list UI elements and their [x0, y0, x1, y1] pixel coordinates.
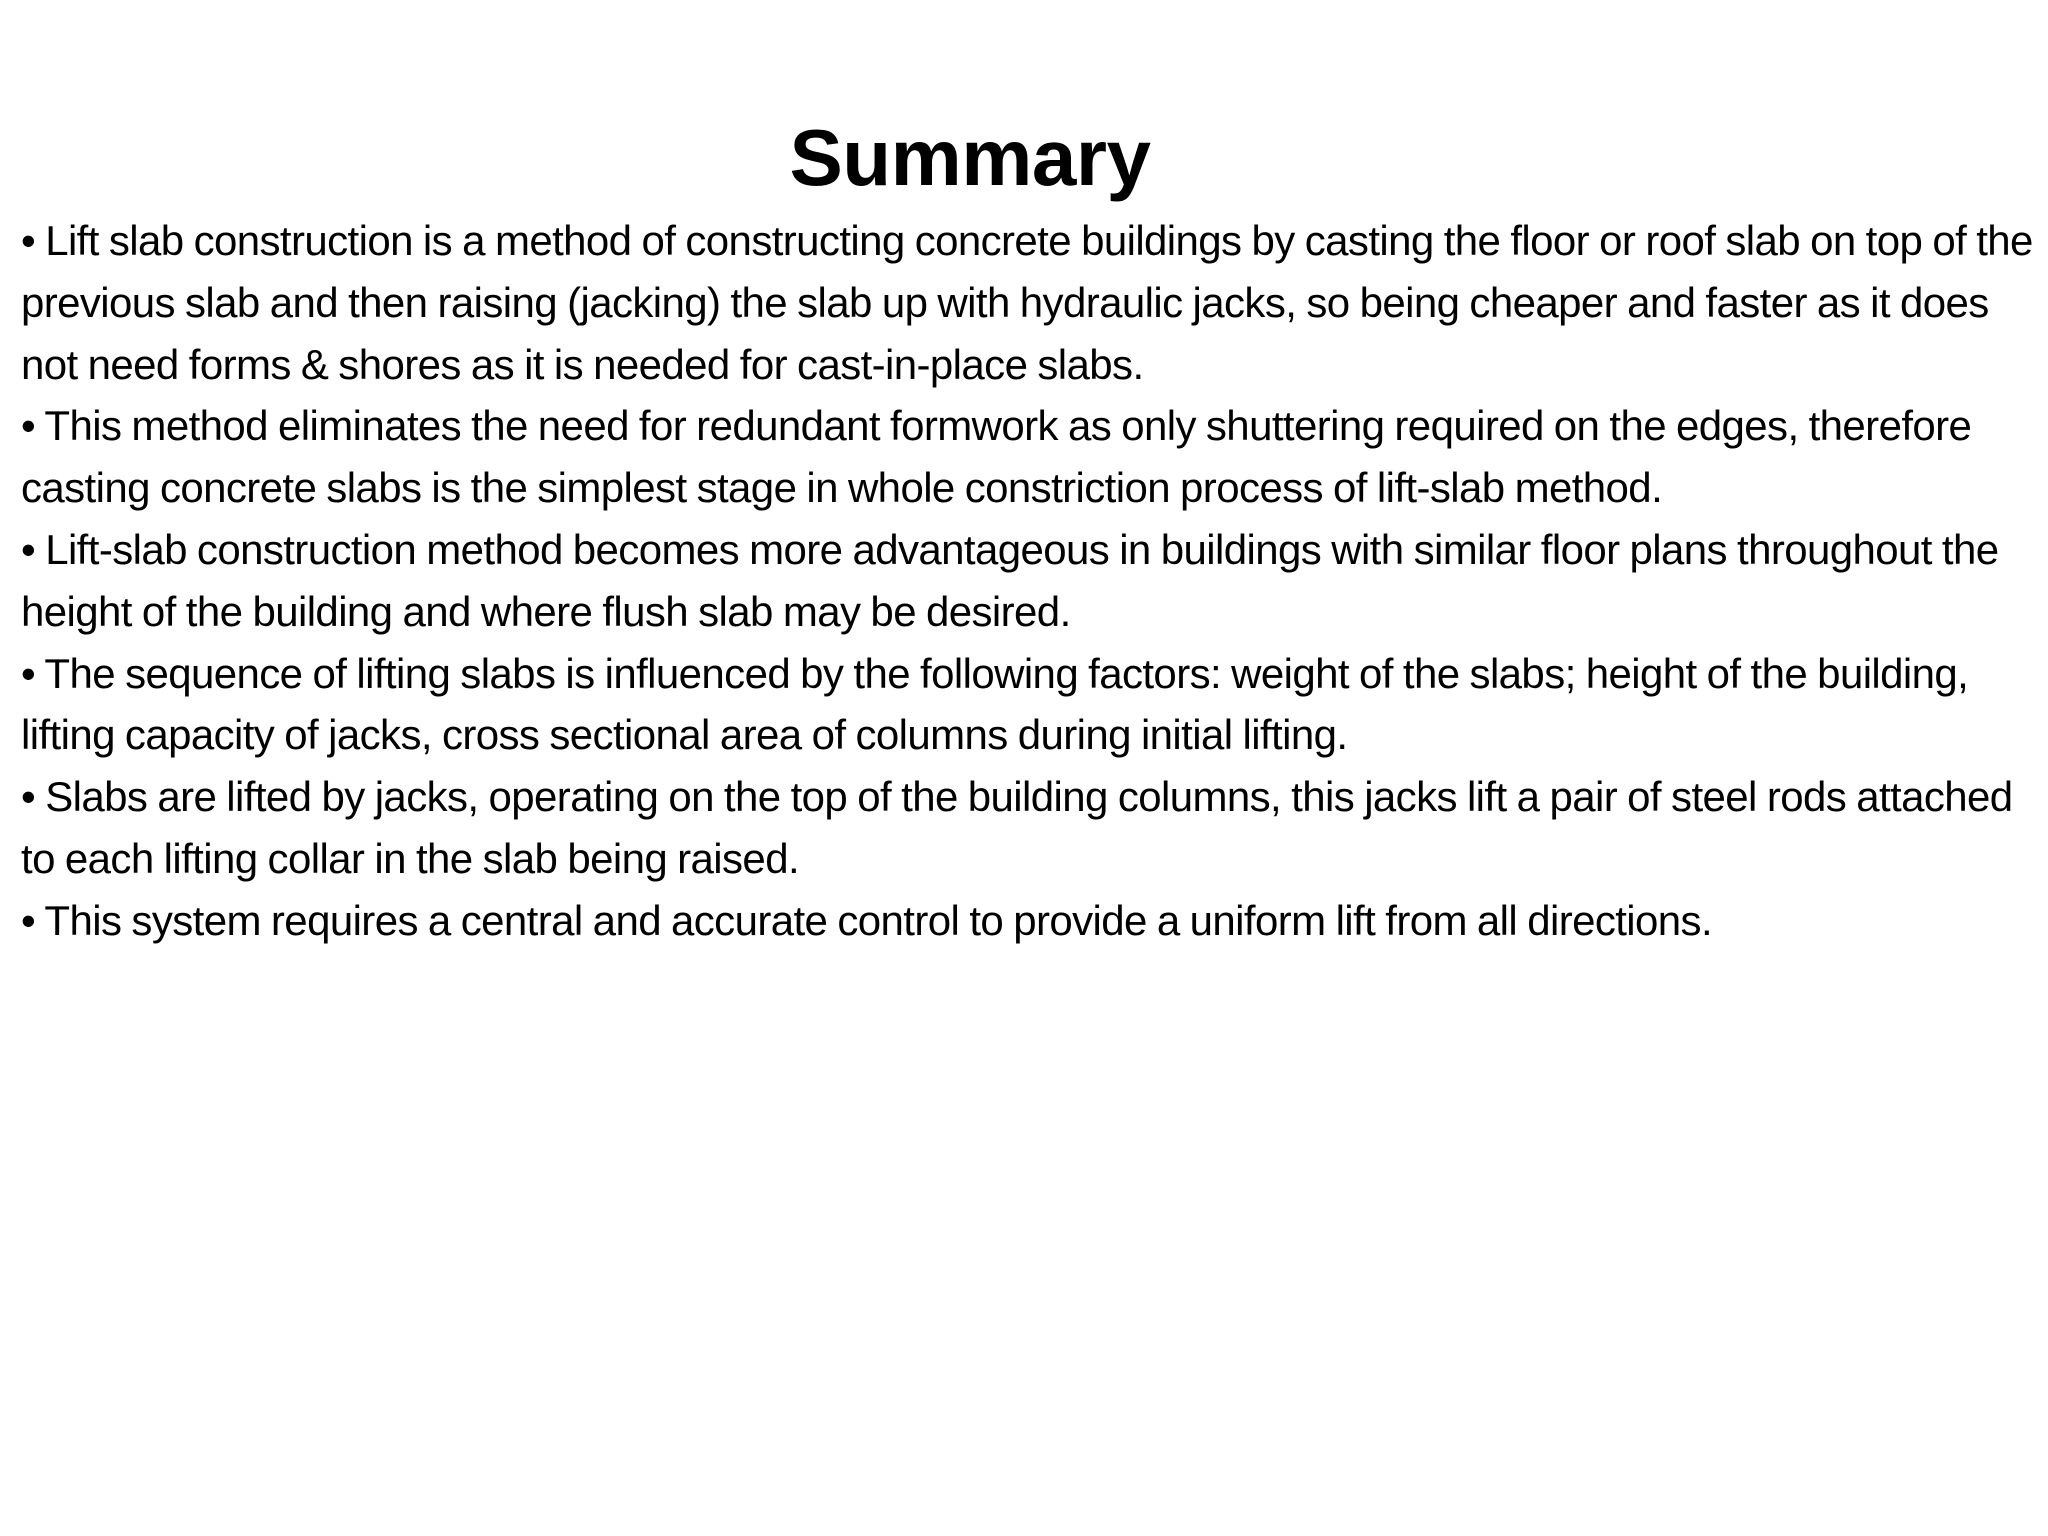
bullet-item: [21, 643, 2041, 767]
bullet-item: [21, 395, 2041, 519]
bullet-icon: •: [21, 217, 36, 264]
bullet-icon: •: [21, 649, 36, 697]
bullet-icon: •: [21, 525, 36, 573]
bullet-text: Lift slab construction is a method of constructing concrete buildings by casting the floor or roof slab on top of the previous slab and then raising (jacking) the slab up with hydraulic jacks, so being cheaper and faster as it does not need forms & shores as it is needed for cast-in-place slabs.: [21, 217, 2033, 388]
summary-bullet-list: [21, 210, 2041, 952]
slide-title: Summary: [789, 113, 1151, 202]
bullet-text: Slabs are lifted by jacks, operating on the top of the building columns, this jacks lift a pair of steel rods attached to each lifting collar in the slab being raised.: [21, 773, 2013, 882]
bullet-item: [21, 766, 2041, 890]
bullet-text: This system requires a central and accurate control to provide a uniform lift from all directions.: [44, 896, 1713, 944]
bullet-text: This method eliminates the need for redundant formwork as only shuttering required on the edges, therefore casting concrete slabs is the simplest stage in whole constriction process of lift-slab method.: [21, 402, 1972, 512]
bullet-item: [21, 519, 2041, 643]
bullet-text: The sequence of lifting slabs is influenced by the following factors: weight of the slabs; height of the building, lifting capacity of jacks, cross sectional area of columns during initial lifting.: [21, 649, 1969, 759]
bullet-text: Lift-slab construction method becomes more advantageous in buildings with similar floor plans throughout the height of the building and where flush slab may be desired.: [21, 525, 1999, 635]
bullet-icon: •: [21, 402, 36, 450]
bullet-icon: •: [21, 896, 36, 944]
bullet-icon: •: [21, 773, 36, 821]
bullet-item: [21, 890, 2041, 952]
bullet-item: [21, 210, 2041, 395]
